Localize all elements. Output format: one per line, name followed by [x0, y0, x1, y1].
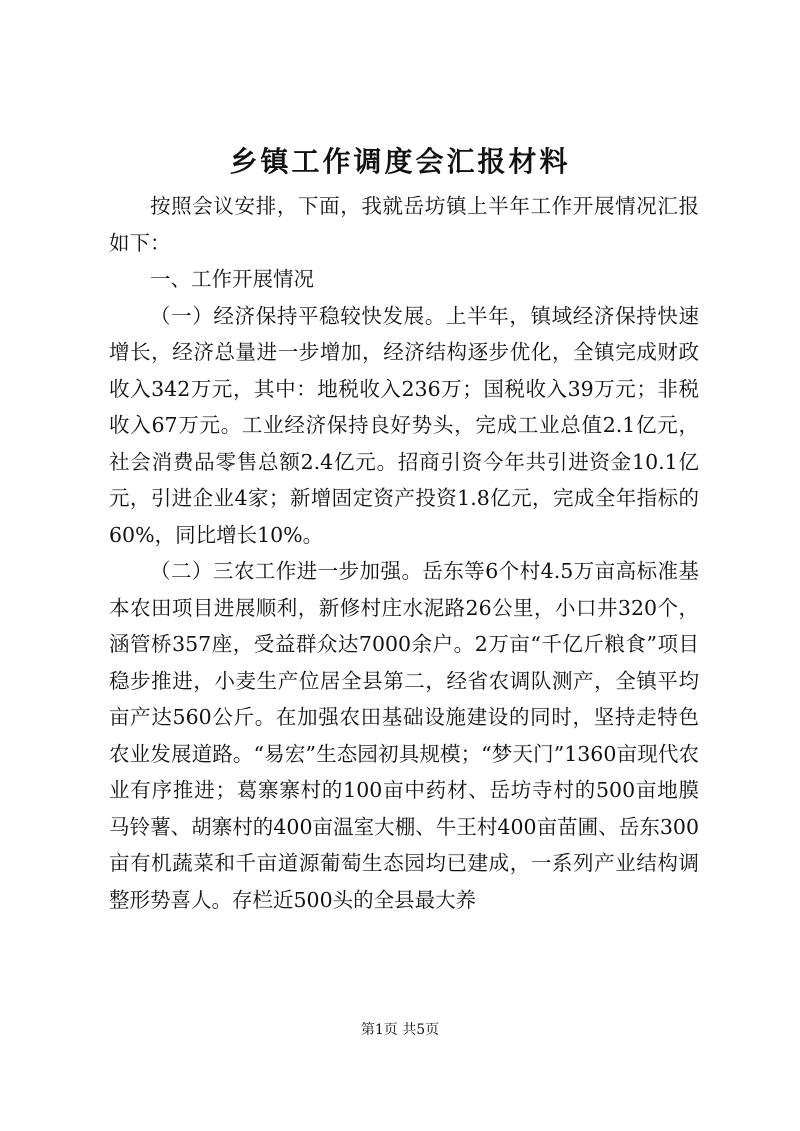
document-body [109, 188, 699, 918]
page-footer: 第1页 共5页 [360, 1022, 440, 1038]
document-title: 乡镇工作调度会汇报材料 [229, 145, 571, 178]
agriculture-paragraph: （二）三农工作进一步加强。岳东等6个村4.5万亩高标准基本农田项目进展顺利，新修村庄水泥路26公里，小口井320个，涵管桥357座，受益群众达7000余户。2万亩“千亿斤粮食”项目稳步推进，小麦生产位居全县第二，经省农调队测产，全镇平均亩产达560公斤。在加强农田基础设施建设的同时，坚持走特色农业发展道路。“易宏”生态园初具规模；“梦天门”1360亩现代农业有序推进；葛寨寨村的100亩中药材、岳坊寺村的500亩地膜马铃薯、胡寨村的400亩温室大棚、牛王村400亩苗圃、岳东300亩有机蔬菜和千亩道源葡萄生态园均已建成，一系列产业结构调整形势喜人。存栏近500头的全县最大养 [109, 559, 699, 912]
section-heading: 一、工作开展情况 [150, 267, 314, 291]
economy-paragraph: （一）经济保持平稳较快发展。上半年，镇域经济保持快速增长，经济总量进一步增加，经济结构逐步优化，全镇完成财政收入342万元，其中：地税收入236万；国税收入39万元；非税收入67万元。工业经济保持良好势头，完成工业总值2.1亿元，社会消费品零售总额2.4亿元。招商引资今年共引进资金10.1亿元，引进企业4家；新增固定资产投资1.8亿元，完成全年指标的60%，同比增长10%。 [109, 303, 699, 547]
intro-paragraph: 按照会议安排，下面，我就岳坊镇上半年工作开展情况汇报如下： [109, 194, 699, 255]
